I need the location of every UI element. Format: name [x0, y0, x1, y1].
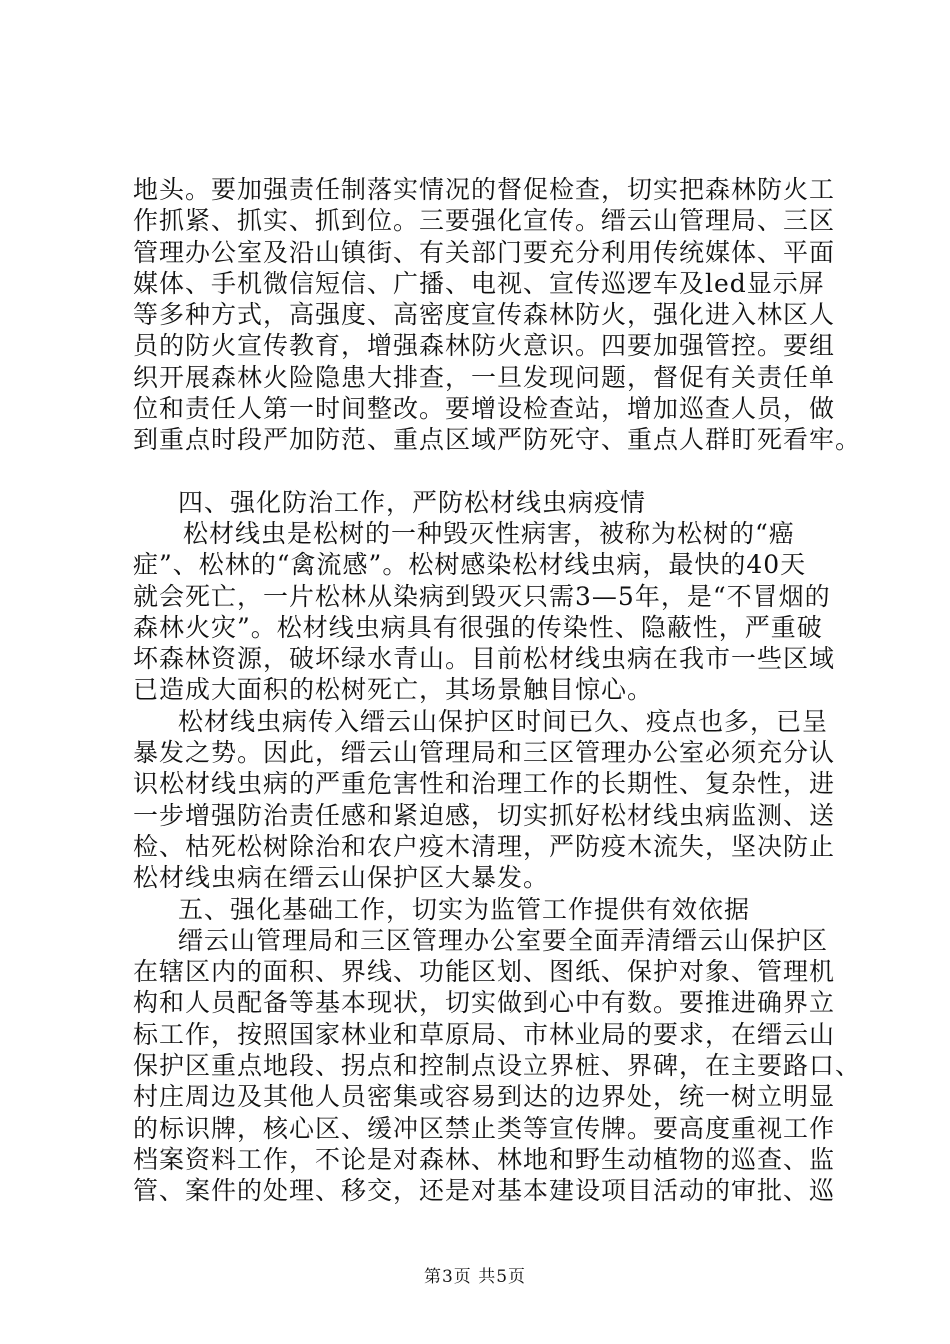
text-line: 位和责任人第一时间整改。要增设检查站，增加巡查人员，做: [133, 394, 836, 424]
text-line: 松材线虫病在缙云山保护区大暴发。: [133, 863, 550, 893]
text-line: 一步增强防治责任感和紧迫感，切实抓好松材线虫病监测、送: [133, 800, 836, 830]
text-line: 松材线虫病传入缙云山保护区时间已久、疫点也多，已呈: [178, 706, 829, 736]
text-line: 员的防火宣传教育，增强森林防火意识。四要加强管控。要组: [133, 331, 836, 361]
text-line: 到重点时段严加防范、重点区域严防死守、重点人群盯死看牢。: [133, 425, 862, 455]
text-line: 就会死亡，一片松林从染病到毁灭只需3—5年，是“不冒烟的: [133, 581, 831, 611]
text-line: 的标识牌，核心区、缓冲区禁止类等宣传牌。要高度重视工作: [133, 1113, 836, 1143]
text-line: 保护区重点地段、拐点和控制点设立界桩、界碑，在主要路口、: [133, 1051, 862, 1081]
text-line: 管理办公室及沿山镇街、有关部门要充分利用传统媒体、平面: [133, 237, 836, 267]
text-line: 在辖区内的面积、界线、功能区划、图纸、保护对象、管理机: [133, 957, 836, 987]
text-line: 森林火灾”。松材线虫病具有很强的传染性、隐蔽性，严重破: [133, 612, 823, 642]
text-line: 症”、松林的“禽流感”。松树感染松材线虫病，最快的40天: [133, 550, 807, 580]
text-line: 缙云山管理局和三区管理办公室要全面弄清缙云山保护区: [178, 925, 829, 955]
page-footer: 第3页 共5页: [423, 1267, 527, 1287]
text-line: 构和人员配备等基本现状，切实做到心中有数。要推进确界立: [133, 988, 836, 1018]
paragraph-continued: [133, 174, 862, 456]
text-line: 松材线虫是松树的一种毁灭性病害，被称为松树的“癌: [183, 518, 795, 548]
text-line: 管、案件的处理、移交，还是对基本建设项目活动的审批、巡: [133, 1176, 836, 1206]
text-line: 标工作，按照国家林业和草原局、市林业局的要求，在缙云山: [133, 1019, 836, 1049]
text-line: 已造成大面积的松树死亡，其场景触目惊心。: [133, 675, 654, 705]
text-line: 媒体、手机微信短信、广播、电视、宣传巡逻车及led显示屏: [133, 268, 825, 298]
text-line: 档案资料工作，不论是对森林、林地和野生动植物的巡查、监: [133, 1144, 836, 1174]
text-line: 暴发之势。因此，缙云山管理局和三区管理办公室必须充分认: [133, 738, 836, 768]
text-line: 织开展森林火险隐患大排查，一旦发现问题，督促有关责任单: [133, 362, 836, 392]
text-line: 等多种方式，高强度、高密度宣传森林防火，强化进入林区人: [133, 300, 836, 330]
paragraph-section4-2: [133, 706, 836, 894]
text-line: 作抓紧、抓实、抓到位。三要强化宣传。缙云山管理局、三区: [133, 206, 836, 236]
text-line: 坏森林资源，破坏绿水青山。目前松材线虫病在我市一些区域: [133, 644, 836, 674]
section-heading-5: 五、强化基础工作，切实为监管工作提供有效依据: [178, 894, 751, 924]
text-line: 识松材线虫病的严重危害性和治理工作的长期性、复杂性，进: [133, 769, 836, 799]
paragraph-section5-1: [133, 925, 862, 1207]
text-line: 检、枯死松树除治和农户疫木清理，严防疫木流失，坚决防止: [133, 831, 836, 861]
section-heading-4: 四、强化防治工作，严防松材线虫病疫情: [178, 487, 647, 517]
document-body: [133, 174, 862, 1207]
paragraph-section4-1: [133, 518, 836, 706]
paragraph-gap: [133, 456, 833, 487]
text-line: 村庄周边及其他人员密集或容易到达的边界处，统一树立明显: [133, 1082, 836, 1112]
text-line: 地头。要加强责任制落实情况的督促检查，切实把森林防火工: [133, 175, 836, 204]
